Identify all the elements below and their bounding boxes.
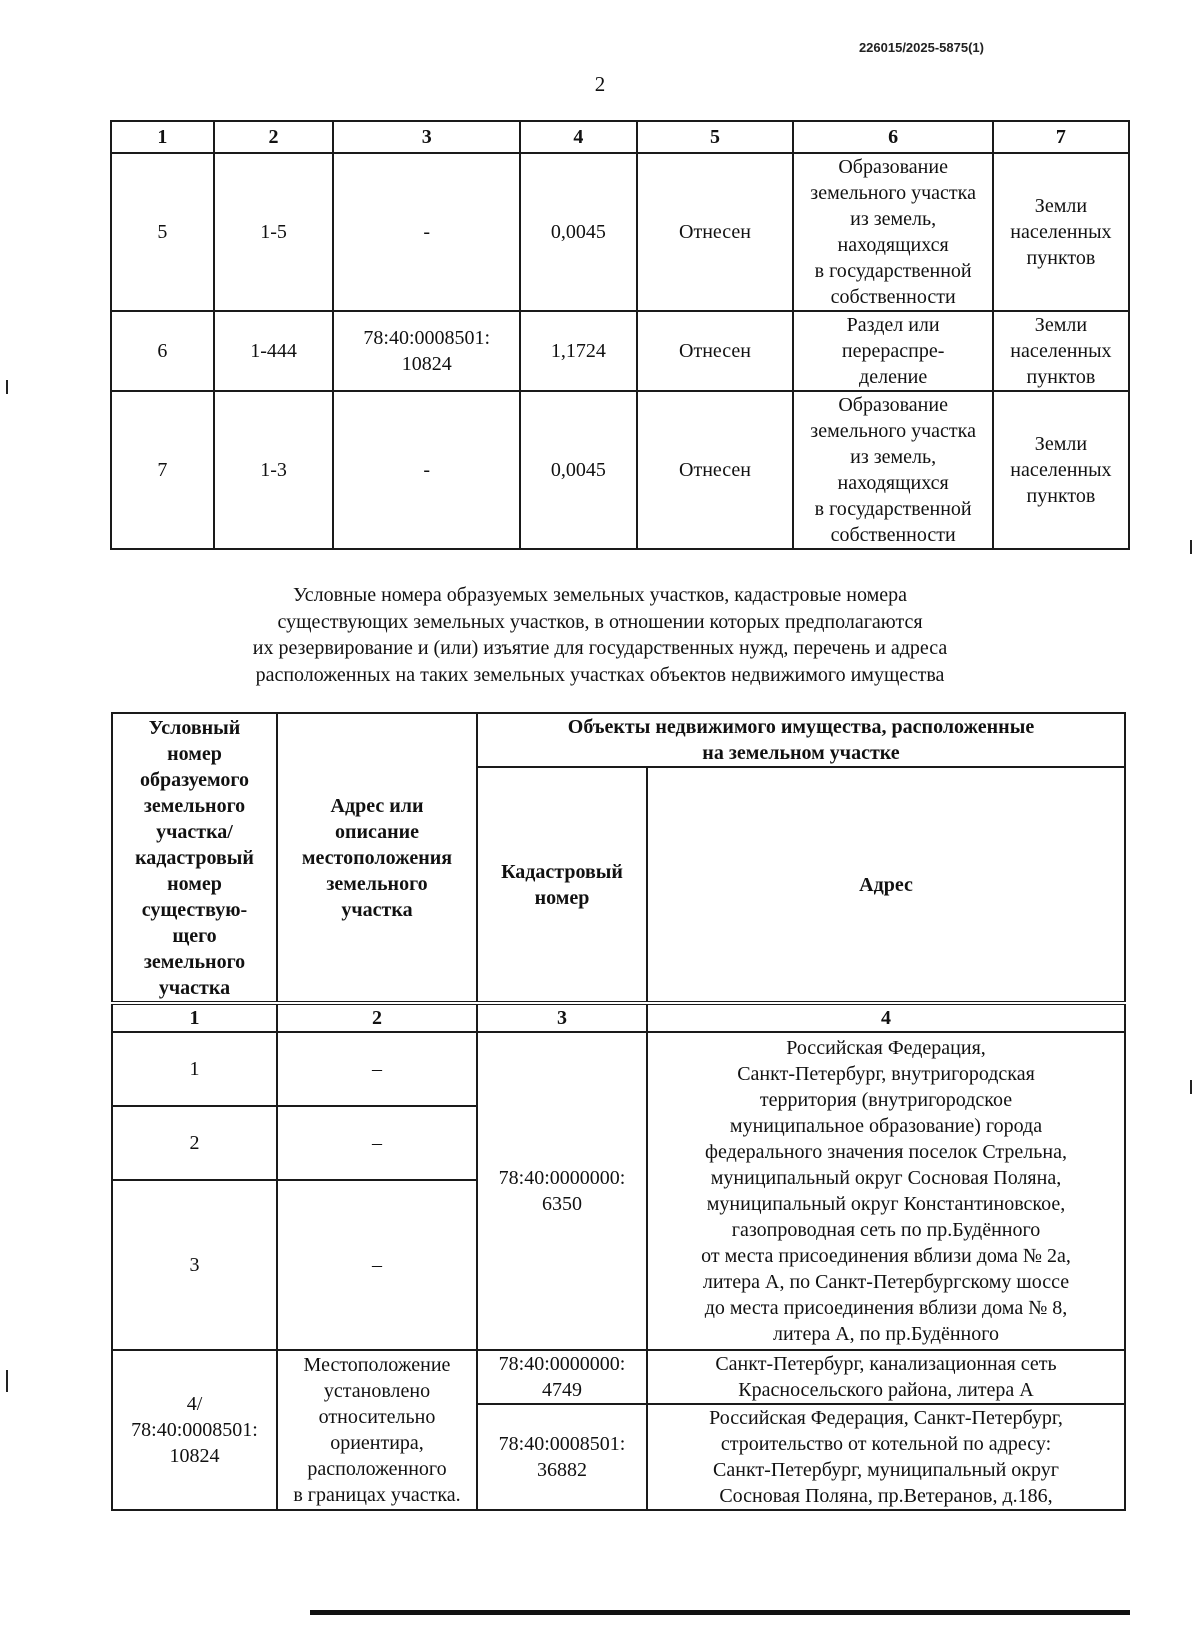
text-line: в государственной — [814, 260, 972, 282]
plot-area: 1,1724 — [520, 311, 636, 391]
scan-margin-mark — [1190, 1080, 1192, 1094]
text-line: 78:40:0008501: — [363, 327, 491, 349]
text-line: существую- — [141, 898, 248, 921]
text-line: пунктов — [1026, 247, 1096, 269]
plot-description: – — [277, 1032, 477, 1106]
cadastral-number — [333, 311, 520, 391]
text-line: номер — [167, 872, 222, 895]
text-line: установлено — [323, 1380, 431, 1402]
table2-col-numbers-row — [112, 1003, 1125, 1032]
text-line: собственности — [830, 524, 956, 546]
col-number: 1 — [112, 1003, 277, 1032]
text-line: территория (внутригородское — [759, 1089, 1013, 1111]
text-line: местоположения — [301, 846, 453, 869]
text-line: 36882 — [537, 1459, 587, 1481]
text-line: 78:40:0000000: — [498, 1167, 626, 1189]
text-line: от места присоединения вблизи дома № 2а, — [701, 1245, 1071, 1267]
text-line: 4749 — [542, 1379, 582, 1401]
plot-number: 2 — [112, 1106, 277, 1180]
text-line: 10824 — [169, 1445, 220, 1467]
text-line: Раздел или — [846, 314, 940, 336]
text-line: пунктов — [1026, 366, 1096, 388]
text-line: земельного участка — [810, 420, 976, 442]
object-cadastral-number — [477, 1350, 647, 1404]
plot-code: 1-5 — [214, 153, 333, 311]
row-number: 7 — [111, 391, 214, 549]
text-line: муниципальное образование) города — [729, 1115, 1043, 1137]
caption-line: расположенных на таких земельных участках объектов недвижимого имущества — [255, 663, 945, 686]
land-plots-table — [110, 120, 1130, 550]
col-number: 4 — [647, 1003, 1125, 1032]
cadastral-number: - — [333, 153, 520, 311]
text-line: перераспре- — [841, 340, 945, 362]
table1-col-header: 4 — [520, 121, 636, 153]
text-line: населенных — [1010, 459, 1112, 481]
caption-line: Условные номера образуемых земельных участков, кадастровые номера — [293, 584, 907, 606]
text-line: 78:40:0008501: — [131, 1419, 258, 1441]
section-caption — [150, 582, 1050, 688]
table1-col-header: 7 — [993, 121, 1129, 153]
table1-col-header: 1 — [111, 121, 214, 153]
text-line: до места присоединения вблизи дома № 8, — [704, 1297, 1068, 1319]
text-line: Санкт-Петербург, внутригородская — [737, 1063, 1035, 1085]
header-plot-number — [112, 713, 277, 1003]
text-line: Земли — [1034, 433, 1088, 455]
text-line: земельного — [326, 872, 428, 895]
text-line: описание — [334, 820, 420, 843]
object-address — [647, 1032, 1125, 1350]
text-line: земельного — [143, 794, 246, 817]
table-row — [111, 391, 1129, 549]
status: Отнесен — [637, 391, 794, 549]
table1-col-header: 3 — [333, 121, 520, 153]
table2-header-row — [112, 713, 1125, 767]
text-line: Сосновая Поляна, пр.Ветеранов, д.186, — [719, 1485, 1053, 1507]
text-line: Земли — [1034, 314, 1088, 336]
text-line: из земель, — [850, 446, 937, 468]
text-line: Кадастровый — [501, 860, 623, 883]
text-line: муниципальный округ Константиновское, — [706, 1193, 1066, 1215]
land-category — [993, 311, 1129, 391]
text-line: населенных — [1010, 340, 1112, 362]
col-number: 2 — [277, 1003, 477, 1032]
object-address — [647, 1350, 1125, 1404]
text-line: 6350 — [542, 1193, 582, 1215]
header-address-description — [277, 713, 477, 1003]
row-number: 6 — [111, 311, 214, 391]
row-number: 5 — [111, 153, 214, 311]
text-line: собственности — [830, 286, 956, 308]
status: Отнесен — [637, 311, 794, 391]
text-line: 78:40:0008501: — [498, 1433, 626, 1455]
text-line: образуемого — [140, 768, 249, 791]
text-line: Образование — [838, 394, 948, 416]
text-line: литера А, по пр.Будённого — [773, 1323, 999, 1345]
scan-margin-mark — [6, 380, 8, 394]
plot-code: 1-3 — [214, 391, 333, 549]
text-line: участка — [158, 976, 231, 999]
text-line: строительство от котельной по адресу: — [720, 1433, 1052, 1455]
scan-margin-mark — [6, 1370, 8, 1392]
document-number: 226015/2025-5875(1) — [858, 40, 984, 55]
plot-description: – — [277, 1180, 477, 1350]
formation-method — [793, 391, 992, 549]
plot-description: – — [277, 1106, 477, 1180]
object-cadastral-number — [477, 1032, 647, 1350]
text-line: Условный — [148, 716, 241, 739]
status: Отнесен — [637, 153, 794, 311]
land-category — [993, 391, 1129, 549]
table1-col-header: 5 — [637, 121, 794, 153]
text-line: Объекты недвижимого имущества, расположенные — [567, 716, 1035, 738]
text-line: земельного — [143, 950, 246, 973]
text-line: Российская Федерация, — [786, 1037, 986, 1059]
plot-code: 1-444 — [214, 311, 333, 391]
plot-number: 3 — [112, 1180, 277, 1350]
text-line: пунктов — [1026, 485, 1096, 507]
cadastral-number: - — [333, 391, 520, 549]
text-line: находящихся — [837, 234, 949, 256]
text-line: Образование — [838, 156, 948, 178]
text-line: Санкт-Петербург, канализационная сеть — [715, 1353, 1057, 1375]
text-line: расположенного — [307, 1458, 447, 1480]
text-line: Красносельского района, литера А — [738, 1379, 1034, 1401]
text-line: федерального значения поселок Стрельна, — [705, 1141, 1067, 1163]
text-line: относительно — [318, 1406, 436, 1428]
text-line: из земель, — [850, 208, 937, 230]
header-cadastral-number — [477, 767, 647, 1003]
text-line: Земли — [1034, 195, 1088, 217]
text-line: участка/ — [156, 820, 233, 843]
text-line: находящихся — [837, 472, 949, 494]
table1-header-row — [111, 121, 1129, 153]
text-line: населенных — [1010, 221, 1112, 243]
table-row — [111, 311, 1129, 391]
formation-method — [793, 311, 992, 391]
page-number: 2 — [594, 72, 606, 96]
text-line: в государственной — [814, 498, 972, 520]
text-line: на земельном участке — [702, 742, 900, 764]
header-address: Адрес — [647, 767, 1125, 1003]
object-address — [647, 1404, 1125, 1510]
caption-line: их резервирование и (или) изъятие для государственных нужд, перечень и адреса — [252, 637, 948, 659]
text-line: щего — [172, 924, 217, 947]
header-real-estate-group — [477, 713, 1125, 767]
table-row — [112, 1350, 1125, 1404]
text-line: деление — [859, 366, 928, 388]
text-line: Адрес или — [330, 794, 424, 817]
text-line: муниципальный округ Сосновая Поляна, — [710, 1167, 1062, 1189]
table-row — [111, 153, 1129, 311]
text-line: 78:40:0000000: — [498, 1353, 626, 1375]
formation-method — [793, 153, 992, 311]
text-line: участка — [341, 898, 413, 921]
text-line: номер — [534, 886, 590, 909]
plot-description — [277, 1350, 477, 1510]
text-line: литера А, по Санкт-Петербургскому шоссе — [702, 1271, 1070, 1293]
scan-margin-mark — [1190, 540, 1192, 554]
table1-col-header: 2 — [214, 121, 333, 153]
plot-number: 1 — [112, 1032, 277, 1106]
col-number: 3 — [477, 1003, 647, 1032]
plot-number — [112, 1350, 277, 1510]
text-line: земельного участка — [810, 182, 976, 204]
text-line: Местоположение — [303, 1354, 451, 1376]
table1-col-header: 6 — [793, 121, 992, 153]
text-line: Российская Федерация, Санкт-Петербург, — [709, 1407, 1063, 1429]
text-line: в границах участка. — [293, 1484, 461, 1506]
land-category — [993, 153, 1129, 311]
text-line: кадастровый — [135, 846, 254, 869]
reservation-objects-table — [111, 712, 1126, 1511]
scan-edge-line — [310, 1610, 1130, 1615]
table-row — [112, 1032, 1125, 1106]
caption-line: существующих земельных участков, в отношении которых предполагаются — [277, 610, 923, 633]
text-line: газопроводная сеть по пр.Будённого — [731, 1219, 1041, 1241]
text-line: номер — [167, 742, 222, 765]
plot-area: 0,0045 — [520, 391, 636, 549]
plot-area: 0,0045 — [520, 153, 636, 311]
text-line: ориентира, — [330, 1432, 424, 1454]
text-line: 10824 — [401, 353, 452, 375]
object-cadastral-number — [477, 1404, 647, 1510]
text-line: 4/ — [186, 1393, 203, 1415]
text-line: Санкт-Петербург, муниципальный округ — [713, 1459, 1059, 1481]
